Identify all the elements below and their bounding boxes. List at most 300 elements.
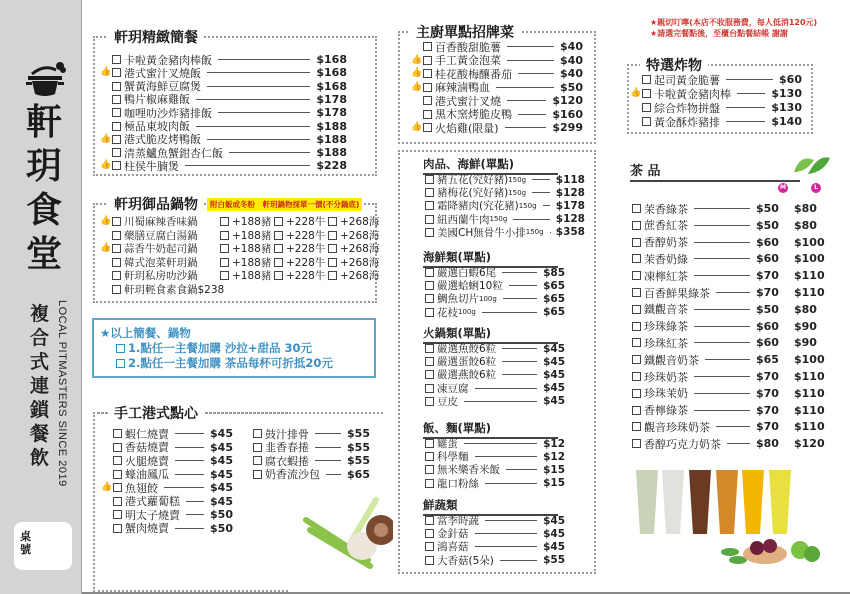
item-name: 奶香流沙包 (265, 468, 320, 481)
leader-line (207, 86, 310, 87)
leader-line (218, 59, 310, 60)
item-name: 龍口粉絲 (437, 477, 479, 490)
leader-line (518, 114, 546, 115)
item-checkbox[interactable] (113, 497, 122, 506)
menu-item[interactable] (632, 437, 828, 450)
item-checkbox[interactable] (253, 429, 262, 438)
item-checkbox[interactable] (113, 510, 122, 519)
option-checkbox[interactable] (220, 258, 229, 267)
price-l: $110 (794, 286, 825, 299)
hotpot-veg-item[interactable] (112, 283, 224, 296)
menu-item[interactable] (425, 514, 565, 527)
leader-line (506, 469, 537, 470)
hotpot-item[interactable] (112, 215, 382, 228)
item-price: $45 (543, 514, 565, 527)
leader-line (502, 272, 537, 273)
item-checkbox[interactable] (425, 308, 434, 317)
option-label: +268海 (340, 229, 380, 242)
item-price: $55 (347, 427, 370, 440)
menu-item[interactable] (642, 115, 802, 128)
leader-line (207, 72, 310, 73)
item-name: 明太子燒賣 (125, 508, 180, 522)
item-price: $168 (316, 79, 347, 93)
item-checkbox[interactable] (632, 389, 641, 398)
brand-name: 軒 玥 食 堂 (25, 101, 62, 275)
item-name: 起司黃金脆薯 (654, 73, 720, 87)
item-checkbox[interactable] (112, 108, 121, 117)
item-checkbox[interactable] (112, 285, 121, 294)
price-m: $70 (756, 286, 779, 299)
price-l: $80 (794, 302, 817, 316)
item-price: $65 (543, 306, 565, 319)
option-checkbox[interactable] (220, 271, 229, 280)
option-checkbox[interactable] (220, 244, 229, 253)
thumbs-up-icon: 👍 (630, 88, 642, 98)
item-name: 豬梅花(究好豬) (437, 187, 509, 200)
menu-item[interactable] (425, 186, 585, 199)
item-name: 嚴選蛤蜊10粒 (437, 280, 503, 293)
item-checkbox[interactable] (113, 524, 122, 533)
item-checkbox[interactable] (632, 406, 641, 415)
menu-item[interactable] (632, 269, 828, 282)
option-checkbox[interactable] (274, 231, 283, 240)
hotpot-item[interactable] (112, 256, 382, 269)
thumbs-up-icon: 👍 (411, 54, 423, 65)
item-checkbox[interactable] (112, 271, 121, 280)
item-price: $178 (555, 199, 585, 212)
item-price: $140 (771, 115, 802, 128)
price-m: $70 (756, 420, 779, 434)
item-checkbox[interactable] (113, 470, 122, 479)
option-checkbox[interactable] (274, 271, 283, 280)
item-checkbox[interactable] (423, 123, 432, 132)
item-name: 霜降豬肉(究花豬) (437, 200, 519, 213)
item-checkbox[interactable] (425, 175, 434, 184)
option-checkbox[interactable] (274, 258, 283, 267)
item-checkbox[interactable] (425, 188, 434, 197)
leader-line (705, 359, 750, 360)
menu-item[interactable] (642, 87, 802, 100)
menu-item[interactable] (425, 342, 565, 355)
option-label: +228牛 (286, 270, 326, 282)
item-price: $118 (555, 173, 585, 186)
item-checkbox[interactable] (632, 355, 641, 364)
item-price: $120 (552, 94, 583, 107)
item-name: 火焰雞(限量) (435, 121, 499, 135)
item-checkbox[interactable] (425, 516, 434, 525)
item-name: 嚴選燕餃6粒 (437, 369, 497, 382)
item-checkbox[interactable] (423, 69, 432, 78)
menu-item[interactable] (632, 353, 828, 366)
item-checkbox[interactable] (113, 456, 122, 465)
item-checkbox[interactable] (425, 542, 434, 551)
item-price: $168 (316, 53, 347, 66)
item-price: $15 (543, 477, 565, 490)
option-label: +188豬 (232, 229, 272, 242)
item-name: 川蜀麻辣香味鍋 (124, 216, 198, 228)
item-name: 香醇奶茶 (644, 236, 688, 250)
hotpot-item[interactable] (112, 229, 382, 242)
leader-line (196, 99, 310, 100)
item-checkbox[interactable] (425, 529, 434, 538)
item-checkbox[interactable] (425, 397, 434, 406)
item-price: $85 (543, 266, 565, 279)
option-label: +268海 (340, 270, 380, 282)
leader-line (186, 514, 204, 515)
item-checkbox[interactable] (425, 479, 434, 488)
item-checkbox[interactable] (632, 221, 641, 230)
item-checkbox[interactable] (253, 456, 262, 465)
hotpot-item[interactable] (112, 269, 382, 282)
section-title: 軒玥精緻簡餐 (108, 27, 204, 47)
menu-item[interactable] (425, 477, 565, 490)
menu-item[interactable] (632, 286, 828, 299)
item-name: 蔗香紅茶 (644, 219, 688, 233)
item-price: $228 (316, 159, 347, 173)
item-price: $188 (316, 146, 347, 160)
option-checkbox[interactable] (274, 244, 283, 253)
item-name: 鴻喜菇 (437, 541, 469, 554)
menu-item[interactable] (425, 450, 565, 463)
price-m: $60 (756, 319, 779, 333)
item-checkbox[interactable] (112, 161, 121, 170)
price-m: $70 (756, 269, 779, 283)
price-m: $50 (756, 218, 779, 232)
thumbs-up-icon: 👍 (100, 160, 112, 171)
leader-line (482, 312, 537, 313)
item-checkbox[interactable] (423, 110, 432, 119)
menu-item[interactable] (425, 554, 565, 567)
item-checkbox[interactable] (112, 135, 121, 144)
menu-item[interactable] (632, 320, 828, 333)
item-checkbox[interactable] (423, 56, 432, 65)
leader-line (485, 520, 537, 521)
menu-item[interactable] (632, 236, 828, 249)
menu-item[interactable] (425, 226, 585, 239)
leader-line (694, 275, 750, 276)
item-name: 蒜香牛奶起司鍋 (124, 243, 198, 255)
item-checkbox[interactable] (112, 258, 121, 267)
subsection-title: 飯、麵(單點) (423, 420, 558, 439)
item-checkbox[interactable] (632, 238, 641, 247)
menu-item[interactable] (632, 252, 828, 265)
tea-leaf-icon (790, 150, 832, 180)
promo-checkbox[interactable] (116, 344, 125, 353)
item-checkbox[interactable] (632, 305, 641, 314)
item-checkbox[interactable] (632, 422, 641, 431)
item-name: 無米樂香米飯 (437, 464, 500, 477)
vegetables-image (298, 490, 393, 570)
item-price: $45 (210, 427, 233, 440)
leader-line (694, 326, 750, 327)
item-checkbox[interactable] (425, 228, 434, 237)
menu-item[interactable] (632, 420, 828, 433)
item-name: 軒玥輕食素食鍋 (124, 284, 198, 296)
item-checkbox[interactable] (632, 372, 641, 381)
item-checkbox[interactable] (113, 483, 122, 492)
option-checkbox[interactable] (274, 217, 283, 226)
item-price: $65 (543, 279, 565, 292)
item-checkbox[interactable] (425, 384, 434, 393)
brand-sidebar (0, 0, 82, 594)
menu-item[interactable] (425, 292, 565, 305)
leader-line (175, 460, 204, 461)
option-label: +188豬 (232, 270, 272, 282)
menu-item[interactable] (425, 368, 565, 381)
item-price: $40 (560, 53, 583, 67)
item-checkbox[interactable] (425, 201, 434, 210)
menu-item[interactable] (425, 463, 565, 476)
menu-item[interactable] (425, 395, 565, 408)
item-checkbox[interactable] (632, 338, 641, 347)
section-title: 主廚單點招牌菜 (410, 22, 520, 42)
menu-item[interactable] (632, 404, 828, 417)
item-checkbox[interactable] (423, 42, 432, 51)
item-price: $160 (552, 107, 583, 121)
item-name: 嚴選魚餃6粒 (437, 343, 497, 355)
item-checkbox[interactable] (112, 122, 121, 131)
leader-line (507, 46, 554, 47)
menu-item[interactable] (113, 522, 233, 535)
item-checkbox[interactable] (632, 271, 641, 280)
menu-item[interactable] (425, 213, 585, 226)
item-checkbox[interactable] (423, 83, 432, 92)
section-title: 軒玥御品鍋物 (108, 194, 204, 214)
menu-item[interactable] (632, 370, 828, 383)
item-price: $65 (347, 467, 370, 481)
item-price: $45 (543, 540, 565, 553)
item-weight: 100g (458, 308, 476, 317)
leader-line (175, 447, 204, 448)
leader-line (475, 456, 538, 457)
price-m: $80 (756, 437, 779, 451)
leader-line (694, 342, 750, 343)
item-checkbox[interactable] (425, 357, 434, 366)
leader-line (229, 152, 310, 153)
item-price: $65 (543, 292, 565, 305)
item-price: $12 (543, 437, 565, 450)
price-m: $50 (756, 202, 779, 215)
item-checkbox[interactable] (112, 68, 121, 77)
item-name: 韭香春捲 (265, 441, 309, 454)
item-name: 豆皮 (437, 395, 458, 408)
item-price: $50 (210, 508, 233, 521)
item-checkbox[interactable] (112, 217, 121, 226)
item-checkbox[interactable] (425, 294, 434, 303)
menu-item[interactable] (425, 266, 565, 279)
item-checkbox[interactable] (632, 322, 641, 331)
leader-line (164, 487, 204, 488)
item-checkbox[interactable] (423, 96, 432, 105)
menu-item[interactable] (425, 540, 565, 553)
leader-line (694, 393, 750, 394)
item-name: 雞蛋 (437, 438, 458, 450)
leader-line (694, 225, 750, 226)
item-name: 麻辣滷鴨血 (435, 81, 490, 94)
option-label: +188豬 (232, 216, 272, 228)
menu-item[interactable] (632, 387, 828, 400)
menu-item[interactable] (642, 73, 802, 86)
price-l: $110 (794, 420, 825, 434)
option-label: +268海 (340, 256, 380, 269)
price-m: $60 (756, 235, 779, 249)
menu-item[interactable] (425, 527, 565, 540)
item-price: $50 (560, 80, 583, 94)
item-price: $45 (543, 395, 565, 408)
thumbs-up-icon: 👍 (100, 133, 112, 144)
item-price: $45 (543, 342, 565, 355)
item-checkbox[interactable] (632, 254, 641, 263)
leader-line (726, 121, 765, 122)
item-name: 鼓汁排骨 (265, 427, 309, 441)
hotpot-item[interactable] (112, 242, 382, 255)
price-l: $90 (794, 319, 817, 333)
leader-line (326, 474, 341, 475)
item-price: $45 (543, 368, 565, 381)
item-name: 韓式泡菜軒玥鍋 (124, 256, 198, 269)
thumbs-up-icon: 👍 (411, 68, 423, 78)
menu-item[interactable] (425, 437, 565, 450)
item-checkbox[interactable] (112, 231, 121, 240)
item-name: 手工黃金泡菜 (435, 54, 501, 67)
notice-text: ★親切叮嚀(本店不收服務費，每人低消120元) ★請選完餐點後，至櫃台點餐結帳 謝謝 (650, 18, 818, 38)
item-name: 金針菇 (437, 528, 469, 541)
item-name: 百香酸甜脆薯 (435, 40, 501, 54)
item-name: 咖哩叻沙炸豬排飯 (124, 106, 212, 120)
menu-item[interactable] (425, 306, 565, 319)
item-price: $130 (771, 87, 802, 100)
item-checkbox[interactable] (425, 556, 434, 565)
leader-line (513, 219, 549, 220)
item-name: 珍珠紅茶 (644, 336, 688, 350)
item-name: 蝦仁燒賣 (125, 427, 169, 441)
cooking-pot-icon (26, 60, 68, 98)
option-label: +228牛 (286, 243, 326, 255)
item-price: $60 (779, 73, 802, 86)
item-name: 魚翅餃 (125, 481, 158, 495)
item-name: 嚴選蛋餃6粒 (437, 356, 497, 369)
leader-line (500, 560, 537, 561)
item-price: $50 (210, 521, 233, 535)
item-checkbox[interactable] (642, 89, 651, 98)
menu-item[interactable] (425, 279, 565, 292)
item-checkbox[interactable] (253, 470, 262, 479)
leader-line (694, 208, 750, 209)
price-l: $100 (794, 353, 825, 367)
item-name: 豬五花(究好豬) (437, 174, 509, 186)
item-checkbox[interactable] (425, 452, 434, 461)
item-checkbox[interactable] (425, 465, 434, 474)
item-name: 鴨片椒麻雞飯 (124, 93, 190, 107)
menu-item[interactable] (425, 199, 585, 212)
promo-checkbox[interactable] (116, 359, 125, 368)
leader-line (475, 533, 538, 534)
item-checkbox[interactable] (253, 443, 262, 452)
option-checkbox[interactable] (328, 244, 337, 253)
option-checkbox[interactable] (220, 217, 229, 226)
item-name: 珍珠綠茶 (644, 320, 688, 334)
menu-item[interactable] (425, 173, 585, 186)
item-checkbox[interactable] (112, 95, 121, 104)
option-label: +188豬 (232, 243, 272, 255)
item-checkbox[interactable] (113, 443, 122, 452)
item-checkbox[interactable] (632, 439, 641, 448)
leader-line (509, 285, 537, 286)
option-checkbox[interactable] (328, 258, 337, 267)
item-name: 百香鮮果綠茶 (644, 286, 710, 300)
item-checkbox[interactable] (112, 55, 121, 64)
item-checkbox[interactable] (642, 117, 651, 126)
menu-item[interactable] (253, 468, 370, 481)
leader-line (315, 433, 341, 434)
leader-line (315, 460, 341, 461)
item-checkbox[interactable] (642, 75, 651, 84)
item-price: $188 (316, 132, 347, 146)
leader-line (532, 179, 550, 180)
item-checkbox[interactable] (642, 103, 651, 112)
price-l: $80 (794, 218, 817, 232)
item-name: 黑木窯烤脆皮鴨 (435, 108, 512, 121)
menu-item[interactable] (632, 219, 828, 232)
menu-item[interactable] (425, 382, 565, 395)
item-checkbox[interactable] (425, 215, 434, 224)
leader-line (737, 93, 765, 94)
price-m: $70 (756, 370, 779, 383)
item-checkbox[interactable] (425, 370, 434, 379)
leader-line (694, 242, 750, 243)
item-price: $45 (543, 527, 565, 540)
item-checkbox[interactable] (112, 148, 121, 157)
menu-item[interactable] (642, 101, 802, 114)
item-name: 港式蜜汁叉燒飯 (124, 66, 201, 80)
item-checkbox[interactable] (632, 288, 641, 297)
option-checkbox[interactable] (220, 231, 229, 240)
item-checkbox[interactable] (112, 82, 121, 91)
menu-item[interactable] (632, 303, 828, 316)
menu-item[interactable] (632, 336, 828, 349)
item-weight: 150g (508, 188, 527, 197)
menu-item[interactable] (112, 159, 347, 172)
item-checkbox[interactable] (112, 244, 121, 253)
leader-line (485, 483, 537, 484)
item-checkbox[interactable] (632, 204, 641, 213)
item-checkbox[interactable] (425, 439, 434, 448)
option-checkbox[interactable] (328, 271, 337, 280)
item-name: 極品東坡肉飯 (124, 120, 190, 133)
price-l: $120 (794, 437, 825, 451)
item-price: $12 (543, 450, 565, 463)
menu-item[interactable] (425, 355, 565, 368)
item-checkbox[interactable] (425, 281, 434, 290)
item-checkbox[interactable] (113, 429, 122, 438)
leader-line (464, 443, 537, 444)
item-checkbox[interactable] (425, 344, 434, 353)
item-name: 珍珠茉奶 (644, 387, 688, 401)
menu-item[interactable] (423, 121, 583, 134)
leader-line (207, 139, 310, 140)
option-checkbox[interactable] (328, 217, 337, 226)
size-m-badge: M (778, 183, 788, 193)
option-checkbox[interactable] (328, 231, 337, 240)
item-checkbox[interactable] (425, 268, 434, 277)
price-m: $65 (756, 353, 779, 367)
leader-line (726, 79, 773, 80)
item-weight: 150g (489, 215, 508, 224)
table-number-field[interactable]: 桌 號 (14, 522, 72, 570)
item-name: 觀音珍珠奶茶 (644, 420, 710, 434)
item-price: $128 (555, 186, 585, 199)
menu-item[interactable] (632, 202, 828, 215)
